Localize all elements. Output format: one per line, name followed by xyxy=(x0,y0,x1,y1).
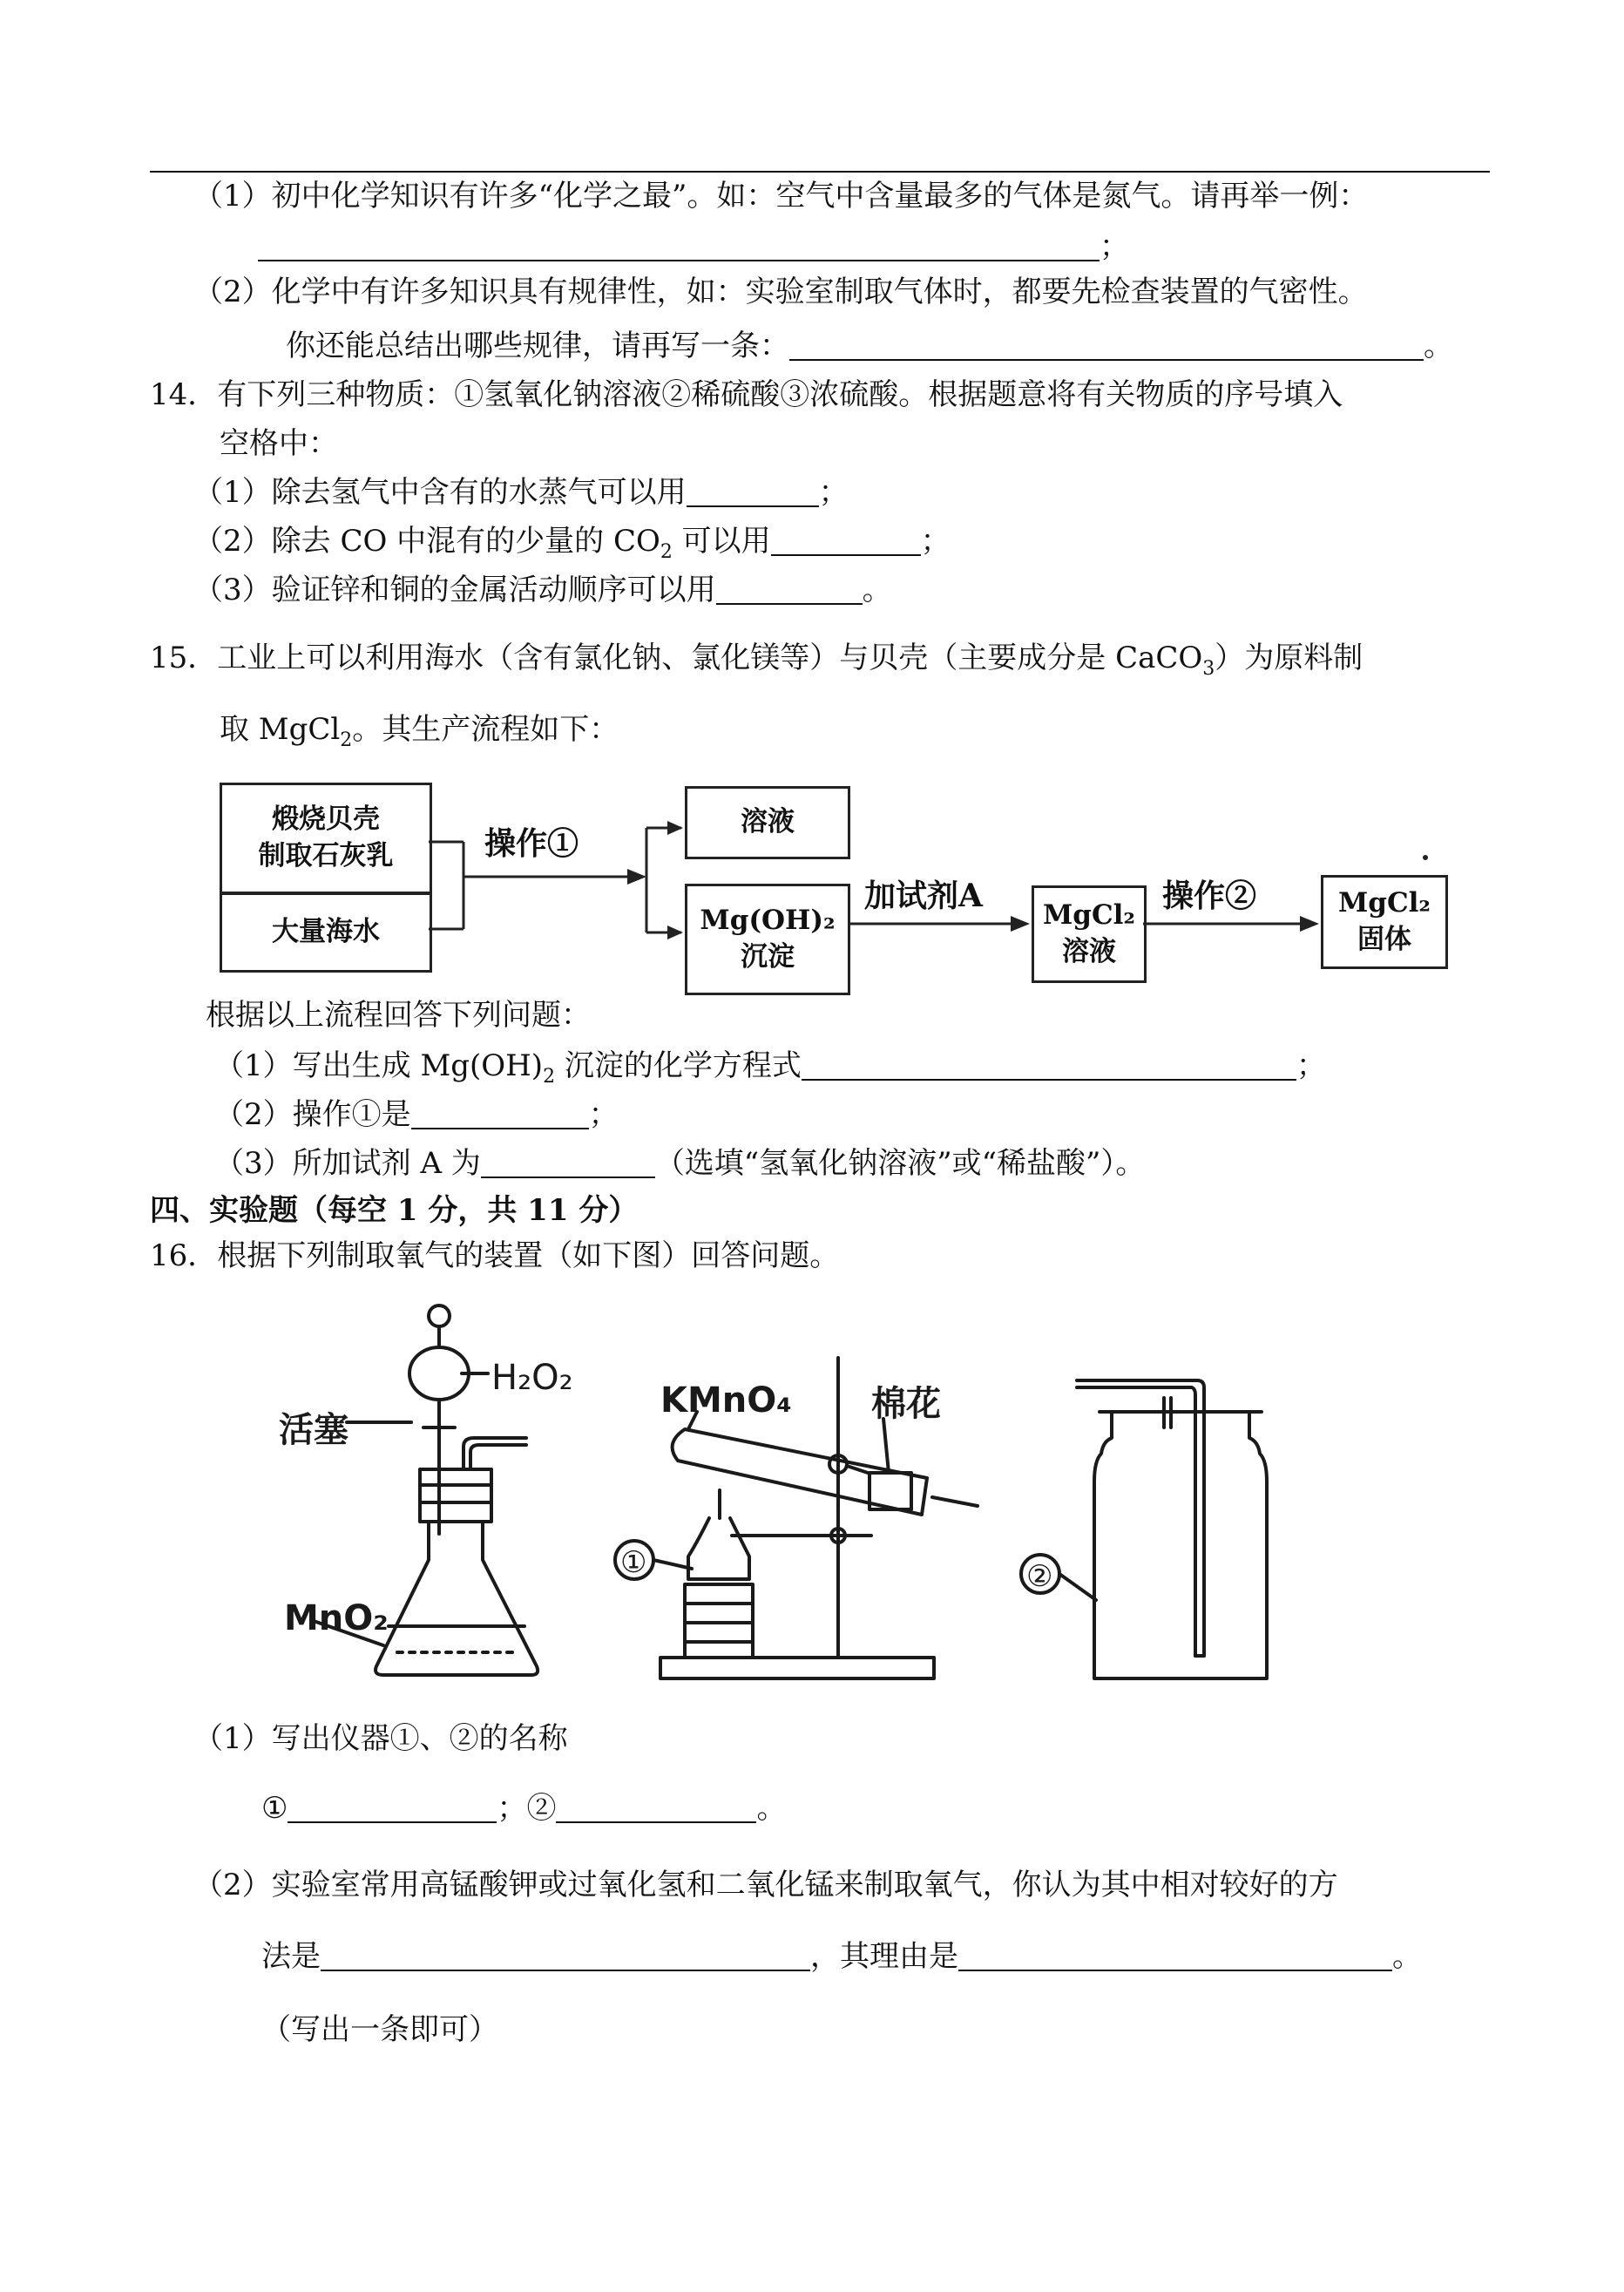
q14-stem: 14．有下列三种物质：①氢氧化钠溶液②稀硫酸③浓硫酸。根据题意将有关物质的序号填入 xyxy=(150,377,1343,412)
flow-box-calcine-shells: 煅烧贝壳 制取石灰乳 xyxy=(220,783,432,894)
label-mno2: MnO₂ xyxy=(284,1598,389,1638)
flow-label-operation1: 操作① xyxy=(484,825,579,862)
collecting-bottle xyxy=(1021,1380,1267,1678)
q16-part2-cont: 法是 ，其理由是 。 xyxy=(261,1939,1422,1974)
flow-label-add-reagent-a: 加试剂A xyxy=(864,878,983,914)
label-cotton: 棉花 xyxy=(871,1384,941,1424)
q15-part2: （2）操作①是 ； xyxy=(214,1097,619,1132)
q16-stem: 16．根据下列制取氧气的装置（如下图）回答问题。 xyxy=(150,1238,840,1273)
flow-box-mgcl2-solid: MgCl₂ 固体 xyxy=(1321,875,1448,969)
section4-title: 四、实验题（每空 1 分，共 11 分） xyxy=(150,1193,639,1228)
answer-blank[interactable] xyxy=(321,1943,810,1971)
q13-part1: （1）初中化学知识有许多“化学之最”。如：空气中含量最多的气体是氮气。请再举一例： xyxy=(193,179,1369,214)
flow-box-mgcl2-solution: MgCl₂ 溶液 xyxy=(1032,885,1147,983)
q13-part2: （2）化学中有许多知识具有规律性，如：实验室制取气体时，都要先检查装置的气密性。 xyxy=(193,275,1368,309)
label-marker-2: ② xyxy=(1026,1559,1053,1594)
q15-part3: （3）所加试剂 A 为 （选填“氢氧化钠溶液”或“稀盐酸”）。 xyxy=(214,1146,1146,1181)
q14-part3: （3）验证锌和铜的金属活动顺序可以用 。 xyxy=(193,573,892,607)
q15-part1: （1）写出生成 $Mg(OH)_2$ 沉淀的化学方程式 ； xyxy=(214,1048,1326,1088)
q16-part1-answer-line: ① ；② 。 xyxy=(261,1791,787,1826)
label-kmno4: KMnO₄ xyxy=(660,1380,792,1421)
q15-stem: 15．工业上可以利用海水（含有氯化钠、氯化镁等）与贝壳（主要成分是 CaCO$_3$）为原料制 xyxy=(150,641,1363,680)
flow-box-solution: 溶液 xyxy=(685,786,850,859)
flow-box-mgoh2-precipitate: Mg(OH)₂ 沉淀 xyxy=(685,884,850,995)
flow-label-operation2: 操作② xyxy=(1162,878,1257,914)
q13-part1-answer-line: ； xyxy=(258,232,1129,261)
label-marker-1: ① xyxy=(620,1545,647,1580)
q15-stem-cont: 取 MgCl$_2$。其生产流程如下： xyxy=(220,712,619,751)
answer-blank[interactable] xyxy=(288,1795,497,1823)
q15-intro: 根据以上流程回答下列问题： xyxy=(206,998,591,1033)
q14-part2: （2）除去 CO 中混有的少量的 $CO_2$ 可以用 ； xyxy=(193,524,951,563)
q14-part1: （1）除去氢气中含有的水蒸气可以用 ； xyxy=(193,475,849,510)
q14-stem-cont: 空格中： xyxy=(220,426,338,461)
q16-part2-note: （写出一条即可） xyxy=(261,2012,498,2047)
label-stopcock: 活塞 xyxy=(279,1410,348,1450)
flow-box-seawater: 大量海水 xyxy=(220,892,432,973)
answer-blank[interactable] xyxy=(958,1943,1392,1971)
q16-part2: （2）实验室常用高锰酸钾或过氧化氢和二氧化锰来制取氧气，你认为其中相对较好的方 xyxy=(193,1868,1338,1902)
label-h2o2: H₂O₂ xyxy=(491,1358,573,1398)
q13-part2-cont: 你还能总结出哪些规律，请再写一条： 。 xyxy=(286,329,1453,363)
q16-part1: （1）写出仪器①、②的名称 xyxy=(193,1721,568,1756)
answer-blank[interactable] xyxy=(556,1795,756,1823)
